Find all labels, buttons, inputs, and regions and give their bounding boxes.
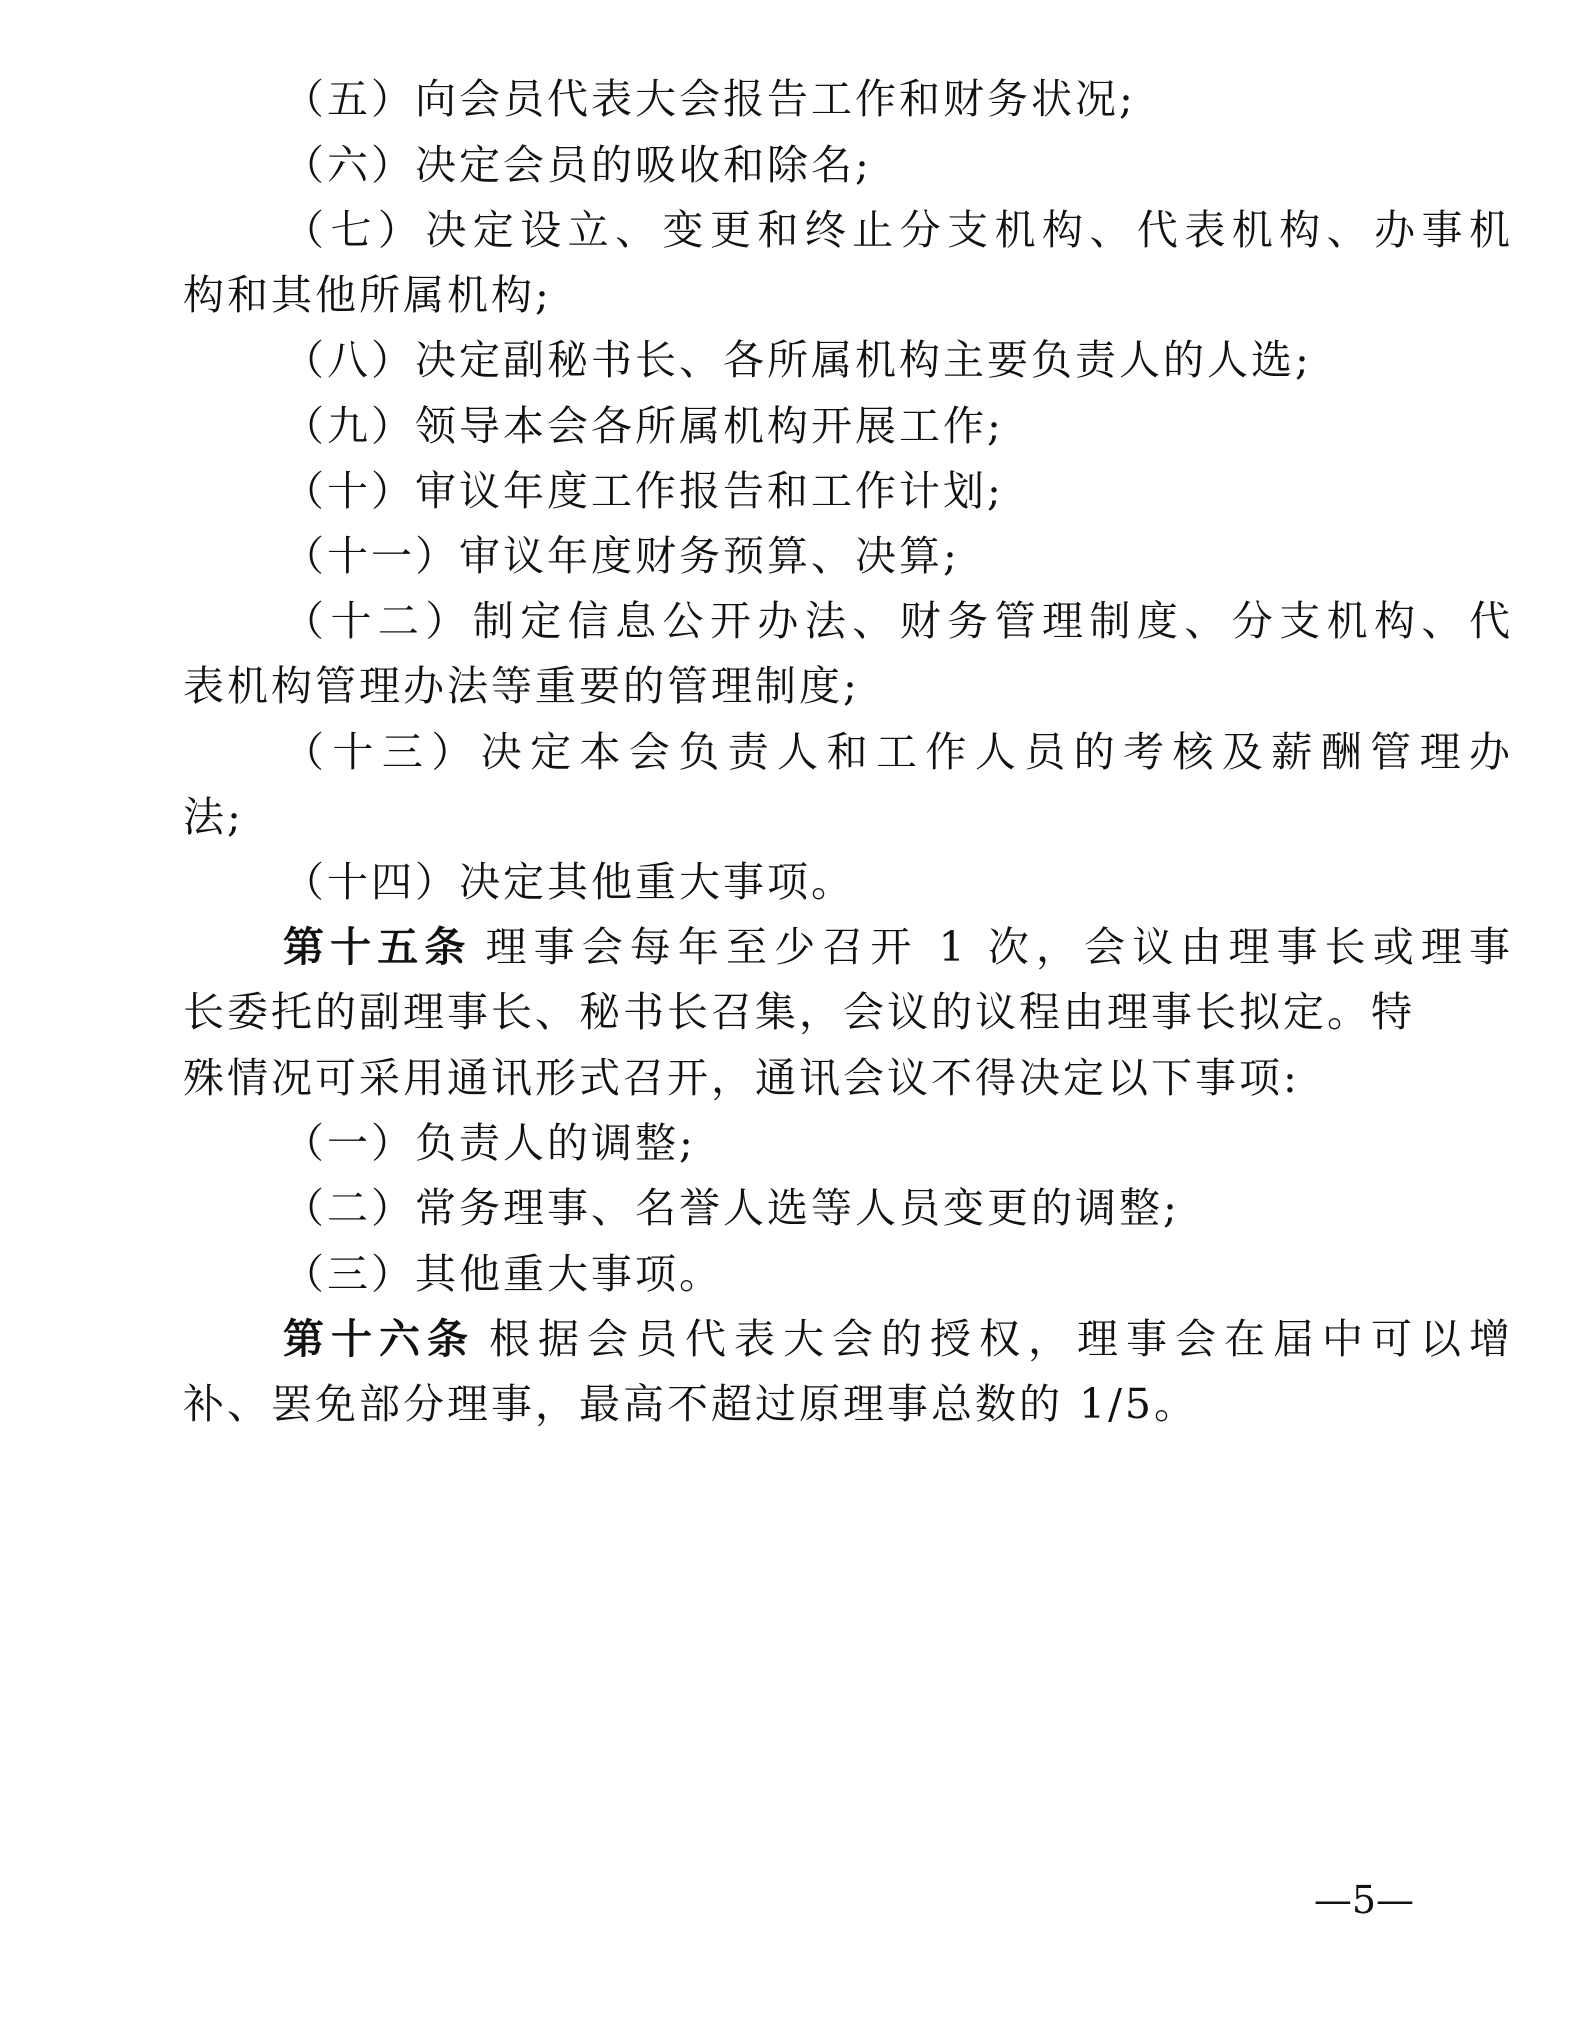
list-item-13-line-2: 法; xyxy=(183,793,244,841)
article-15-line-3: 殊情况可采用通讯形式召开，通讯会议不得决定以下事项: xyxy=(183,1054,1300,1102)
list-item-7-line-2: 构和其他所属机构; xyxy=(183,271,552,319)
article-15-item-3: （三）其他重大事项。 xyxy=(283,1250,723,1298)
article-15-line-2: 长委托的副理事长、秘书长召集，会议的议程由理事长拟定。特 xyxy=(183,988,1415,1036)
list-item-12-line-2: 表机构管理办法等重要的管理制度; xyxy=(183,662,860,710)
list-item-8: （八）决定副秘书长、各所属机构主要负责人的人选; xyxy=(283,336,1312,384)
list-item-5: （五）向会员代表大会报告工作和财务状况; xyxy=(283,75,1136,123)
article-16-text-1: 根据会员代表大会的授权，理事会在届中可以增 xyxy=(489,1315,1513,1363)
list-item-9: （九）领导本会各所属机构开展工作; xyxy=(283,402,1004,450)
article-15-number: 第十五条 xyxy=(283,923,472,971)
article-15-item-1: （一）负责人的调整; xyxy=(283,1119,696,1167)
list-item-7-line-1: （七）决定设立、变更和终止分支机构、代表机构、办事机 xyxy=(283,206,1513,254)
list-item-12-line-1: （十二）制定信息公开办法、财务管理制度、分支机构、代 xyxy=(283,597,1513,645)
article-15-text-1: 理事会每年至少召开 1 次，会议由理事长或理事 xyxy=(485,923,1514,971)
list-item-13-line-1: （十三）决定本会负责人和工作人员的考核及薪酬管理办 xyxy=(283,728,1513,776)
list-item-10: （十）审议年度工作报告和工作计划; xyxy=(283,467,1004,515)
article-16-line-2: 补、罢免部分理事，最高不超过原理事总数的 1/5。 xyxy=(183,1380,1199,1428)
list-item-6: （六）决定会员的吸收和除名; xyxy=(283,141,872,189)
list-item-11: （十一）审议年度财务预算、决算; xyxy=(283,532,960,580)
article-15-item-2: （二）常务理事、名誉人选等人员变更的调整; xyxy=(283,1184,1180,1232)
page-number: —5— xyxy=(1313,1878,1414,1922)
list-item-14: （十四）决定其他重大事项。 xyxy=(283,858,855,906)
article-16-number: 第十六条 xyxy=(283,1315,475,1363)
